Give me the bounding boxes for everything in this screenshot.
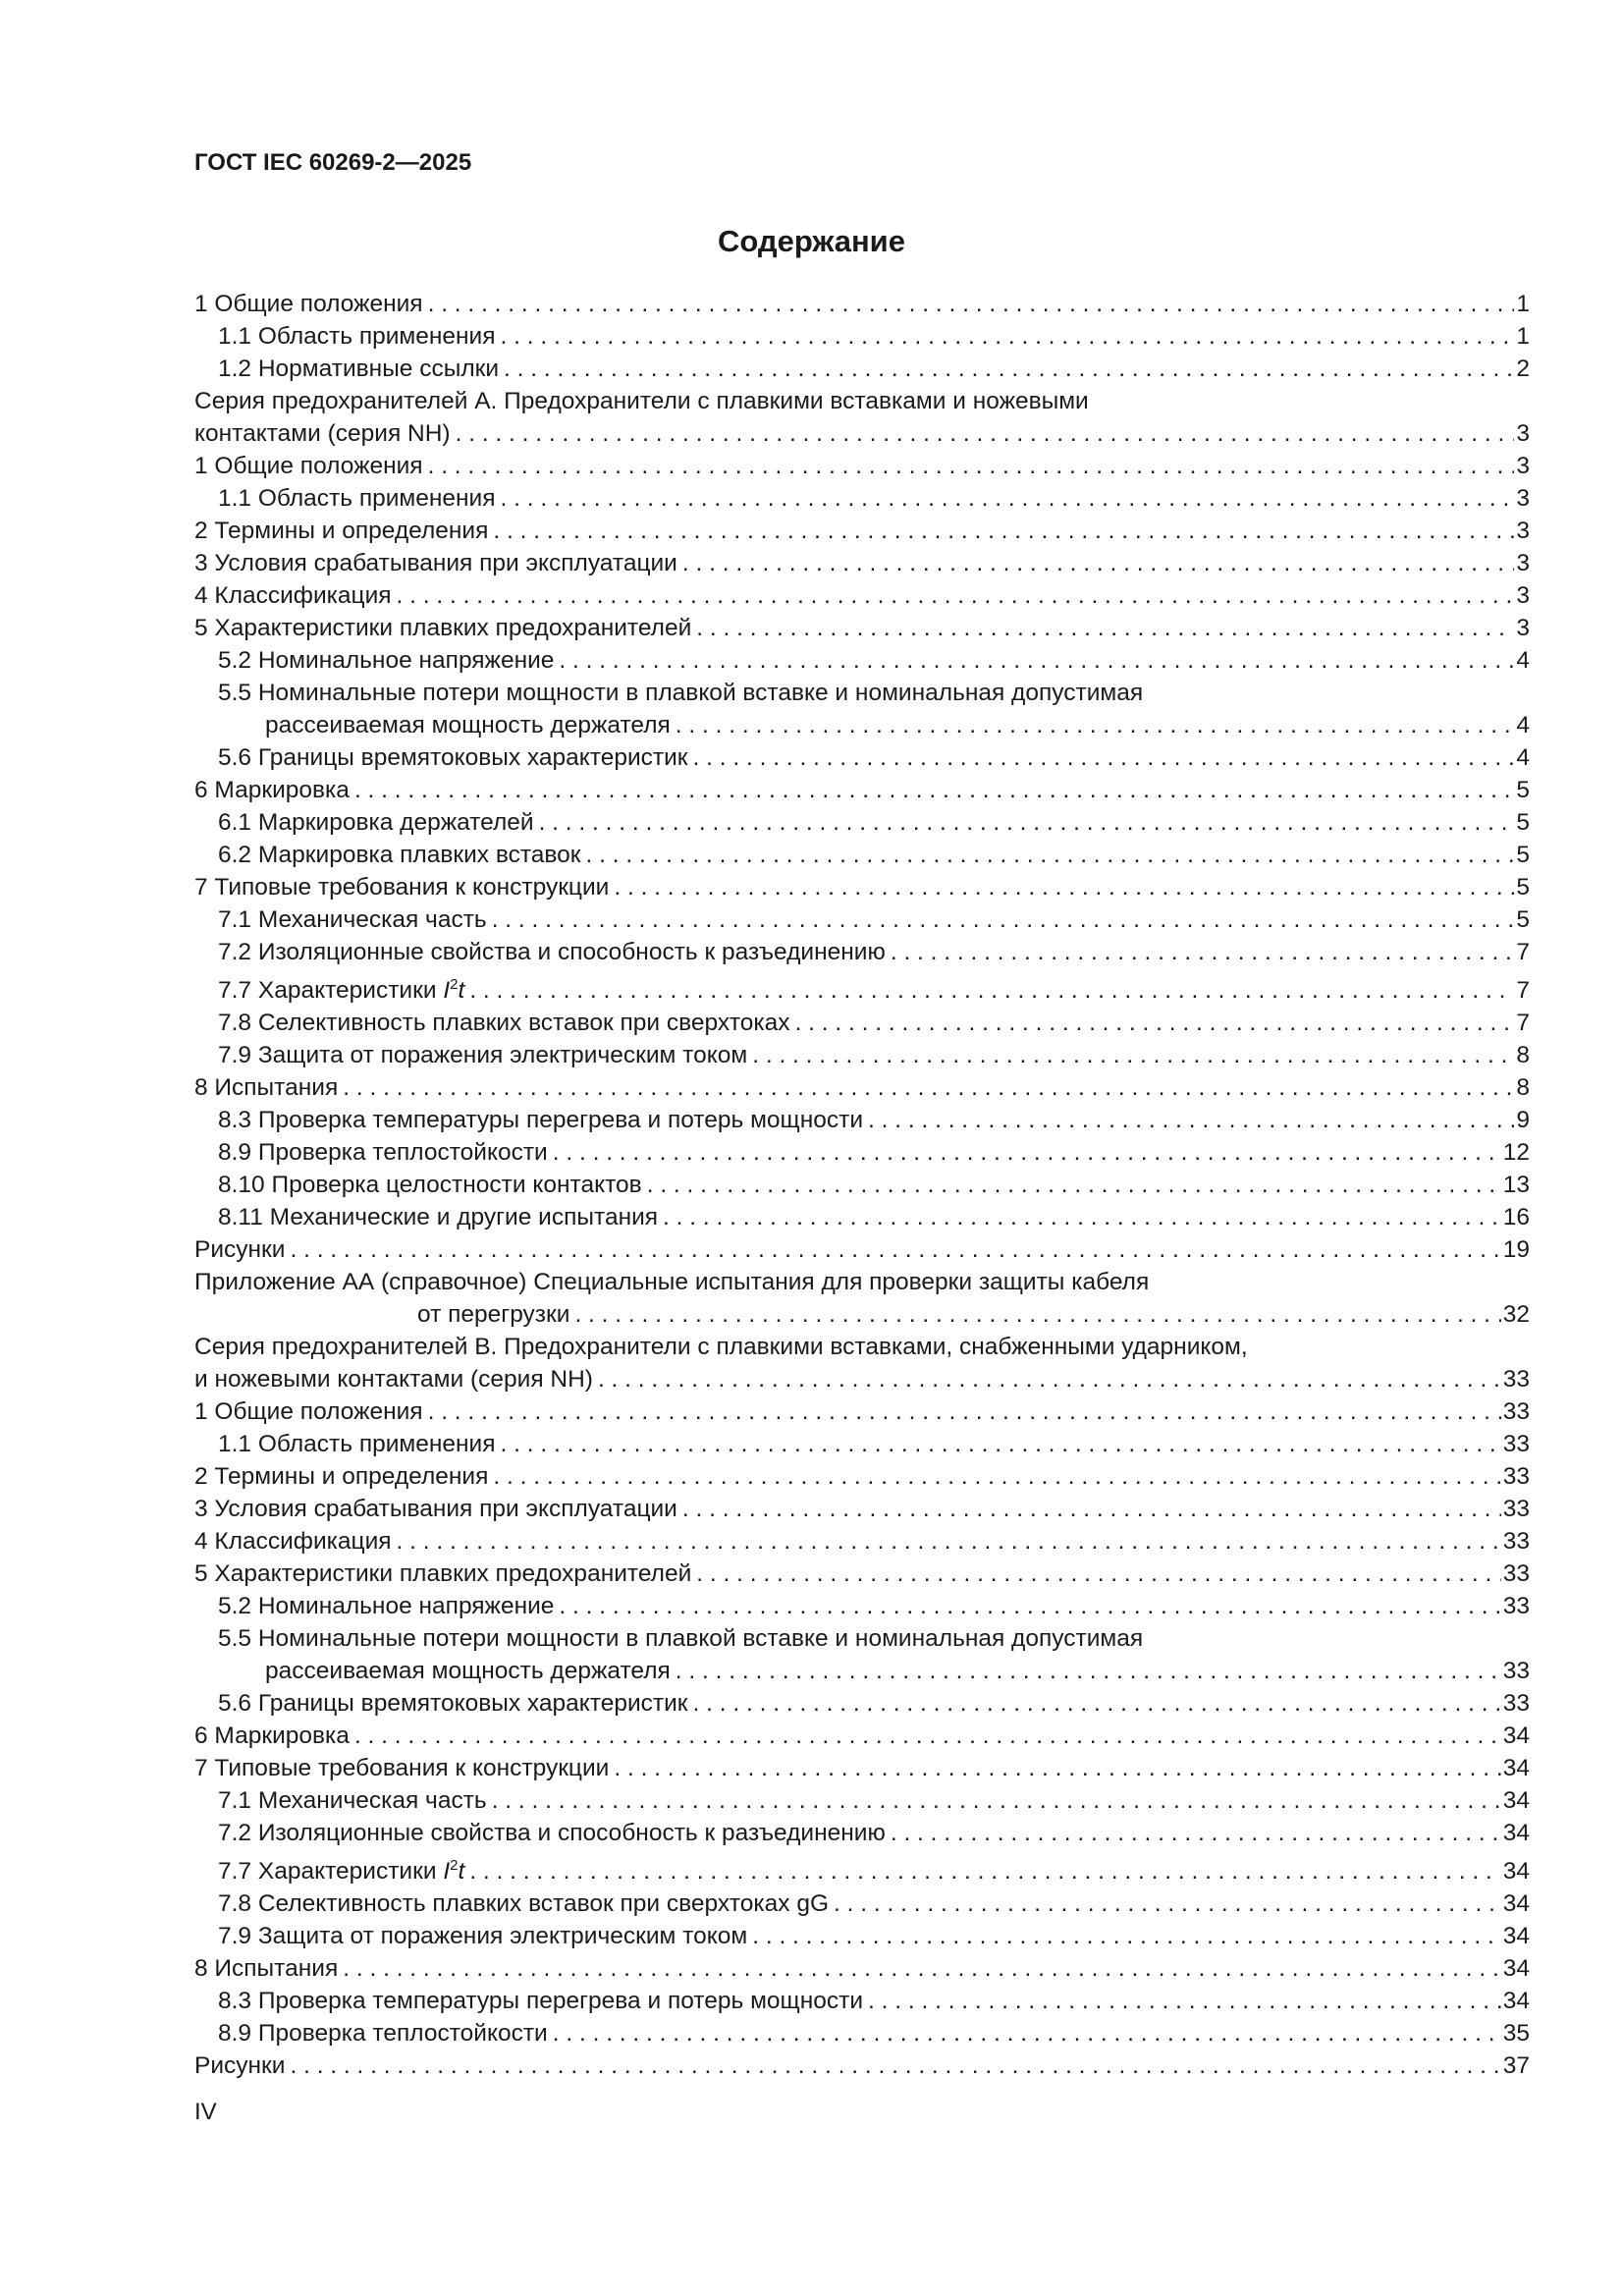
toc-entry[interactable] [194, 515, 1530, 547]
toc-page-number: 5 [1516, 842, 1530, 868]
toc-page-number: 3 [1516, 420, 1530, 447]
toc-entry-title: Серия предохранителей В. Предохранители с плавкими вставками, снабженными ударником, [194, 1334, 1248, 1361]
toc-entry[interactable] [194, 1169, 1530, 1201]
toc-entry[interactable] [194, 1104, 1530, 1136]
toc-entry[interactable] [194, 1622, 1530, 1655]
toc-entry-title: от перегрузки [417, 1301, 570, 1329]
toc-entry-title: Приложение АА (справочное) Специальные испытания для проверки защиты кабеля [194, 1269, 1150, 1296]
toc-page-number: 2 [1516, 355, 1530, 382]
toc-dot-leader [863, 1104, 1514, 1136]
toc-dot-leader [423, 450, 1515, 482]
toc-dot-leader [392, 1525, 1501, 1558]
toc-entry[interactable] [194, 1395, 1530, 1428]
toc-entry[interactable] [194, 579, 1530, 612]
toc-dot-leader [886, 1817, 1501, 1849]
toc-dot-leader [464, 1855, 1500, 1887]
toc-page-number: 5 [1516, 906, 1530, 933]
toc-page-number: 9 [1516, 1107, 1530, 1134]
toc-entry-title: 2 Термины и определения [194, 518, 489, 544]
toc-dot-leader [863, 1985, 1501, 2017]
toc-entry-title: 8 Испытания [194, 1955, 339, 1983]
toc-dot-leader [548, 2017, 1501, 2050]
toc-entry-title: 8.11 Механические и другие испытания [218, 1204, 659, 1231]
toc-entry-title: 1.1 Область применения [218, 1431, 496, 1458]
table-of-contents [194, 288, 1530, 2082]
toc-page-number: 33 [1502, 1560, 1530, 1588]
toc-dot-leader [609, 1752, 1500, 1784]
toc-dot-leader [691, 1558, 1500, 1590]
toc-entry[interactable] [194, 482, 1530, 515]
toc-page-number: 8 [1516, 1074, 1530, 1102]
toc-entry-title: 7.1 Механическая часть [218, 906, 487, 933]
toc-page-number: 34 [1502, 1755, 1530, 1782]
toc-dot-leader [691, 612, 1514, 644]
toc-page-number: 16 [1502, 1204, 1530, 1231]
toc-entry[interactable] [194, 385, 1530, 417]
toc-entry[interactable] [194, 1071, 1530, 1104]
toc-dot-leader [886, 936, 1515, 968]
toc-page-number: 33 [1502, 1496, 1530, 1523]
toc-entry-title: 7.2 Изоляционные свойства и способность к разъединению [218, 939, 886, 965]
toc-entry[interactable] [194, 936, 1530, 968]
toc-entry[interactable] [194, 1136, 1530, 1169]
toc-entry-title: 7.8 Селективность плавких вставок при сверхтоках gG [218, 1890, 830, 1918]
toc-entry-title: 2 Термины и определения [194, 1463, 489, 1491]
toc-entry[interactable] [194, 288, 1530, 320]
toc-dot-leader [488, 515, 1514, 547]
toc-entry-title: 8.9 Проверка теплостойкости [218, 1139, 548, 1167]
toc-entry[interactable] [194, 1363, 1530, 1395]
toc-entry[interactable] [194, 1558, 1530, 1590]
toc-page-number: 5 [1516, 809, 1530, 836]
toc-dot-leader [496, 320, 1515, 353]
toc-dot-leader [338, 1071, 1514, 1104]
toc-dot-leader [488, 1460, 1500, 1493]
toc-page-number: 34 [1502, 1923, 1530, 1950]
toc-entry-title: 6 Маркировка [194, 1722, 350, 1750]
toc-page-number: 34 [1502, 1820, 1530, 1847]
toc-entry-title: 8.10 Проверка целостности контактов [218, 1172, 642, 1199]
toc-dot-leader [534, 806, 1515, 839]
toc-entry-title: контактами (серия NH) [194, 420, 451, 447]
toc-entry-title: 1 Общие положения [194, 291, 423, 317]
toc-entry[interactable] [194, 1331, 1530, 1363]
toc-entry-title: 7.7 Характеристики $I^2t$ [218, 976, 465, 1005]
toc-entry[interactable] [194, 871, 1530, 903]
toc-page-number: 3 [1516, 485, 1530, 512]
toc-entry[interactable] [194, 1655, 1530, 1687]
toc-dot-leader [580, 839, 1514, 871]
toc-page-number: 33 [1502, 1528, 1530, 1556]
toc-page-number: 33 [1502, 1658, 1530, 1685]
page-title: Содержание [718, 224, 905, 258]
toc-dot-leader [677, 547, 1515, 579]
toc-entry[interactable] [194, 806, 1530, 839]
toc-entry-title: 8.3 Проверка температуры перегрева и потерь мощности [218, 1107, 864, 1134]
toc-entry[interactable] [194, 1784, 1530, 1817]
toc-entry-title: 5.5 Номинальные потери мощности в плавкой вставке и номинальная допустимая [218, 1625, 1144, 1653]
toc-page-number: 19 [1502, 1236, 1530, 1264]
toc-entry-title: 1 Общие положения [194, 1398, 423, 1426]
toc-page-number: 33 [1502, 1366, 1530, 1394]
toc-entry[interactable] [194, 1493, 1530, 1525]
toc-entry[interactable] [194, 968, 1530, 1007]
toc-entry[interactable] [194, 1298, 1530, 1331]
toc-page-number: 4 [1516, 744, 1530, 771]
toc-entry-title: 7.9 Защита от поражения электрическим током [218, 1923, 748, 1950]
toc-page-number: 3 [1516, 518, 1530, 544]
toc-entry-title: 1.1 Область применения [218, 485, 496, 512]
toc-dot-leader [496, 482, 1515, 515]
toc-page-number: 13 [1502, 1172, 1530, 1199]
toc-entry-title: Серия предохранителей А. Предохранители с плавкими вставками и ножевыми [194, 388, 1089, 414]
toc-page-number: 1 [1516, 323, 1530, 350]
toc-page-number: 1 [1516, 291, 1530, 317]
toc-entry[interactable] [194, 417, 1530, 450]
toc-entry-title: 8 Испытания [194, 1074, 339, 1102]
toc-entry-title: 7 Типовые требования к конструкции [194, 1755, 610, 1782]
toc-page-number: 34 [1502, 1890, 1530, 1918]
toc-dot-leader [487, 903, 1515, 936]
toc-page-number: 34 [1502, 1722, 1530, 1750]
toc-entry-title: 5.2 Номинальное напряжение [218, 1593, 555, 1620]
toc-entry[interactable] [194, 1887, 1530, 1920]
toc-entry-title: 5.2 Номинальное напряжение [218, 647, 555, 674]
toc-entry-title: Рисунки [194, 2052, 286, 2080]
toc-dot-leader [747, 1039, 1514, 1071]
toc-entry[interactable] [194, 1201, 1530, 1233]
toc-entry[interactable] [194, 644, 1530, 677]
toc-dot-leader [350, 774, 1514, 806]
toc-dot-leader [658, 1201, 1501, 1233]
toc-entry-title: 7.9 Защита от поражения электрическим током [218, 1042, 748, 1069]
toc-dot-leader [464, 974, 1514, 1007]
toc-entry[interactable] [194, 1752, 1530, 1784]
toc-page-number: 3 [1516, 453, 1530, 479]
toc-page-number: 3 [1516, 615, 1530, 641]
toc-entry-title: и ножевыми контактами (серия NH) [194, 1366, 593, 1394]
toc-dot-leader [569, 1298, 1500, 1331]
toc-entry-title: 7.8 Селективность плавких вставок при сверхтоках [218, 1010, 790, 1037]
toc-entry[interactable] [194, 1849, 1530, 1887]
toc-page-number: 33 [1502, 1463, 1530, 1491]
toc-entry[interactable] [194, 1460, 1530, 1493]
toc-page-number: 4 [1516, 647, 1530, 674]
toc-entry-title: 5.5 Номинальные потери мощности в плавкой вставке и номинальная допустимая [218, 680, 1144, 706]
toc-entry[interactable] [194, 353, 1530, 385]
toc-dot-leader [499, 353, 1514, 385]
toc-entry-title: 6.1 Маркировка держателей [218, 809, 534, 836]
toc-entry[interactable] [194, 774, 1530, 806]
toc-entry[interactable] [194, 450, 1530, 482]
toc-dot-leader [790, 1007, 1515, 1039]
toc-entry-title: рассеиваемая мощность держателя [265, 1658, 671, 1685]
toc-dot-leader [671, 709, 1515, 741]
toc-entry[interactable] [194, 1428, 1530, 1460]
toc-page-number: 34 [1502, 1988, 1530, 2015]
toc-entry-title: рассеиваемая мощность держателя [265, 712, 671, 738]
toc-dot-leader [688, 1687, 1501, 1720]
toc-page-number: 32 [1502, 1301, 1530, 1329]
toc-page-number: 34 [1502, 1955, 1530, 1983]
toc-dot-leader [423, 1395, 1501, 1428]
toc-dot-leader [593, 1363, 1501, 1395]
toc-entry[interactable] [194, 2017, 1530, 2050]
toc-entry-title: 4 Классификация [194, 1528, 392, 1556]
toc-page-number: 3 [1516, 582, 1530, 609]
toc-page-number: 33 [1502, 1690, 1530, 1718]
toc-page-number: 12 [1502, 1139, 1530, 1167]
toc-dot-leader [338, 1952, 1501, 1985]
toc-page-number: 33 [1502, 1431, 1530, 1458]
toc-dot-leader [548, 1136, 1501, 1169]
toc-entry[interactable] [194, 1266, 1530, 1298]
toc-dot-leader [688, 741, 1515, 774]
toc-dot-leader [350, 1720, 1501, 1752]
toc-entry-title: 7.1 Механическая часть [218, 1787, 487, 1815]
toc-entry-title: Рисунки [194, 1236, 286, 1264]
toc-entry[interactable] [194, 741, 1530, 774]
toc-page-number: 33 [1502, 1398, 1530, 1426]
toc-dot-leader [487, 1784, 1501, 1817]
toc-entry[interactable] [194, 547, 1530, 579]
toc-dot-leader [554, 644, 1514, 677]
toc-page-number: 35 [1502, 2020, 1530, 2048]
toc-entry[interactable] [194, 1687, 1530, 1720]
toc-entry[interactable] [194, 1233, 1530, 1266]
toc-entry-title: 3 Условия срабатывания при эксплуатации [194, 1496, 677, 1523]
toc-entry[interactable] [194, 1007, 1530, 1039]
toc-dot-leader [392, 579, 1515, 612]
toc-entry[interactable] [194, 1817, 1530, 1849]
toc-dot-leader [609, 871, 1514, 903]
toc-entry-title: 7.7 Характеристики $I^2t$ [218, 1857, 465, 1886]
toc-entry[interactable] [194, 1985, 1530, 2017]
toc-entry[interactable] [194, 1720, 1530, 1752]
i2t-symbol: $I^2t$ [443, 976, 465, 1005]
toc-dot-leader [642, 1169, 1501, 1201]
toc-entry-title: 5 Характеристики плавких предохранителей [194, 1560, 692, 1588]
toc-entry-title: 3 Условия срабатывания при эксплуатации [194, 550, 677, 576]
toc-entry-title: 7 Типовые требования к конструкции [194, 874, 610, 901]
toc-entry[interactable] [194, 709, 1530, 741]
toc-entry-title: 1.1 Область применения [218, 323, 496, 350]
toc-page-number: 7 [1516, 1010, 1530, 1037]
toc-entry-title: 5.6 Границы времятоковых характеристик [218, 744, 688, 771]
toc-entry-title: 4 Классификация [194, 582, 392, 609]
toc-dot-leader [451, 417, 1515, 450]
toc-entry-title: 8.3 Проверка температуры перегрева и потерь мощности [218, 1988, 864, 2015]
toc-page-number: 34 [1502, 1858, 1530, 1886]
toc-entry[interactable] [194, 1039, 1530, 1071]
toc-entry[interactable] [194, 2050, 1530, 2082]
toc-dot-leader [423, 288, 1515, 320]
toc-page-number: 33 [1502, 1593, 1530, 1620]
toc-entry[interactable] [194, 320, 1530, 353]
toc-page-number: 7 [1516, 977, 1530, 1005]
toc-entry[interactable] [194, 1920, 1530, 1952]
toc-page-number: 7 [1516, 939, 1530, 965]
toc-page-number: 37 [1502, 2052, 1530, 2080]
toc-dot-leader [829, 1887, 1501, 1920]
toc-page-number: 34 [1502, 1787, 1530, 1815]
toc-page-number: 8 [1516, 1042, 1530, 1069]
toc-page-number: 5 [1516, 777, 1530, 803]
toc-entry-title: 5 Характеристики плавких предохранителей [194, 615, 692, 641]
toc-page-number: 3 [1516, 550, 1530, 576]
toc-entry-title: 8.9 Проверка теплостойкости [218, 2020, 548, 2048]
toc-entry[interactable] [194, 1590, 1530, 1622]
toc-page-number: 4 [1516, 712, 1530, 738]
toc-dot-leader [554, 1590, 1500, 1622]
toc-dot-leader [671, 1655, 1501, 1687]
toc-entry[interactable] [194, 1525, 1530, 1558]
document-code: ГОСТ IEC 60269-2—2025 [194, 149, 472, 176]
toc-entry-title: 1 Общие положения [194, 453, 423, 479]
i2t-symbol: $I^2t$ [443, 1857, 465, 1886]
toc-entry-title: 6.2 Маркировка плавких вставок [218, 842, 581, 868]
toc-page-number: 5 [1516, 874, 1530, 901]
toc-entry-title: 7.2 Изоляционные свойства и способность к разъединению [218, 1820, 886, 1847]
toc-dot-leader [747, 1920, 1501, 1952]
toc-dot-leader [496, 1428, 1501, 1460]
toc-entry[interactable] [194, 903, 1530, 936]
toc-entry-title: 1.2 Нормативные ссылки [218, 355, 500, 382]
toc-entry[interactable] [194, 1952, 1530, 1985]
toc-entry[interactable] [194, 839, 1530, 871]
page-number: IV [194, 2099, 217, 2125]
toc-entry[interactable] [194, 612, 1530, 644]
toc-dot-leader [285, 1233, 1500, 1266]
toc-entry-title: 6 Маркировка [194, 777, 350, 803]
toc-entry[interactable] [194, 677, 1530, 709]
toc-dot-leader [677, 1493, 1501, 1525]
toc-dot-leader [285, 2050, 1500, 2082]
toc-entry-title: 5.6 Границы времятоковых характеристик [218, 1690, 688, 1718]
